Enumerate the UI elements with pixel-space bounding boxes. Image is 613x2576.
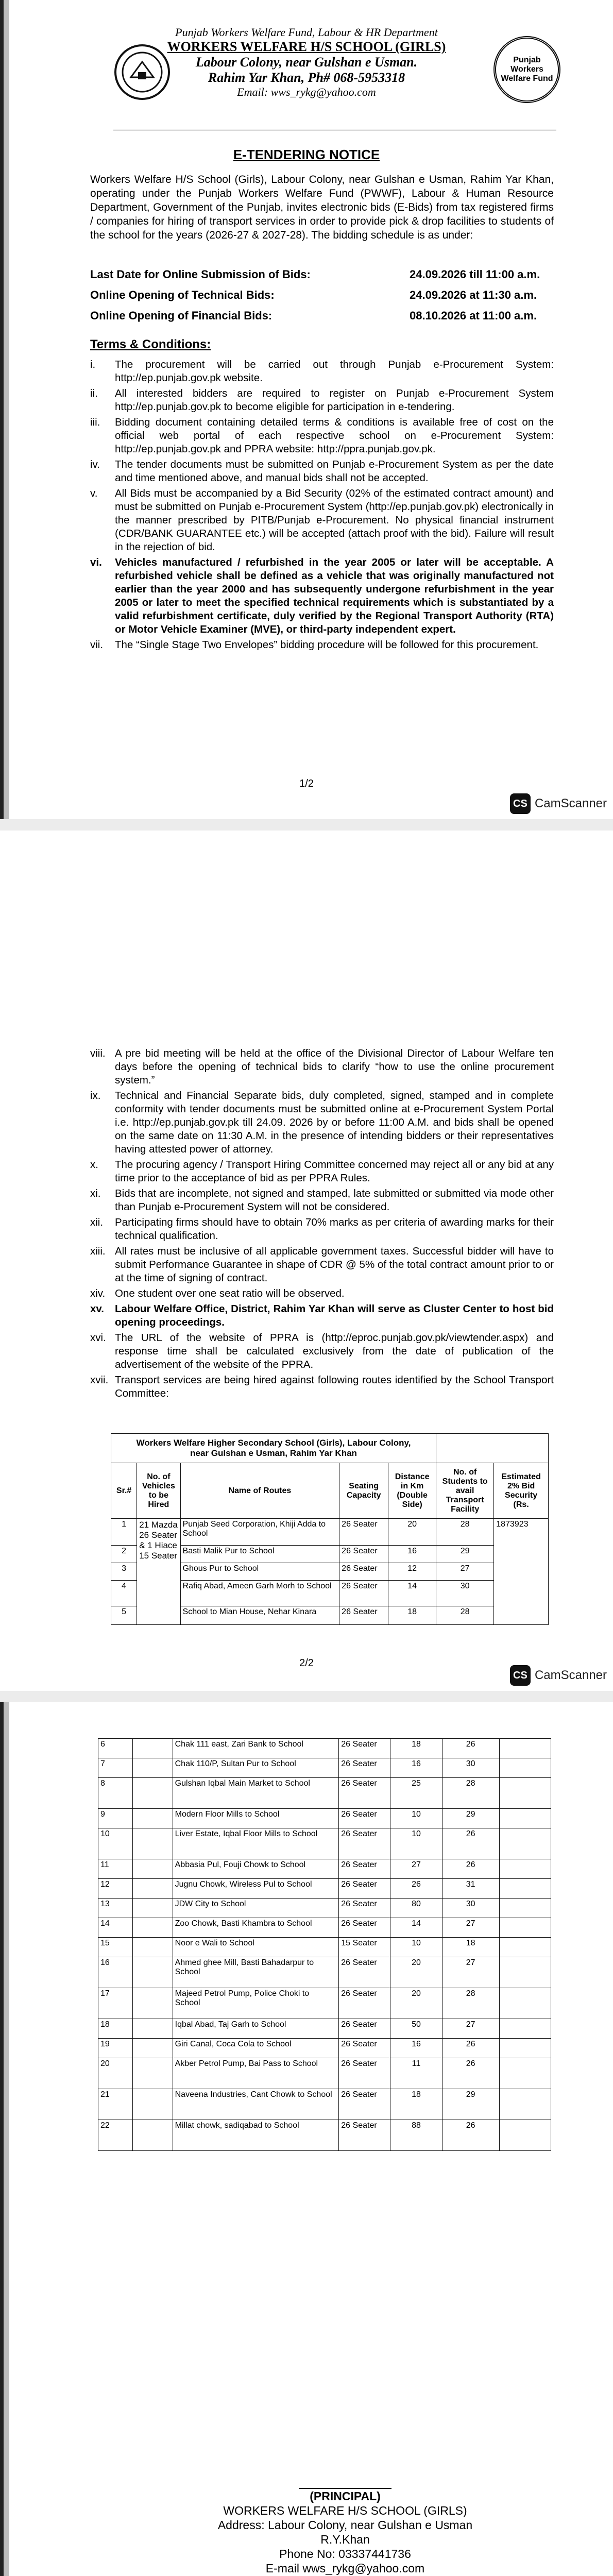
cell-sr: 13 (98, 1899, 133, 1918)
cell-sr: 9 (98, 1809, 133, 1828)
scan-edge (0, 0, 9, 819)
cell-distance: 12 (388, 1563, 436, 1581)
signature-email: E-mail wws_rykg@yahoo.com (265, 2562, 425, 2575)
term-text: The procuring agency / Transport Hiring Committee concerned may reject all or any bid at any time prior to the acceptance of bid as per PPRA Rules. (115, 1159, 554, 1184)
cell-sr: 14 (98, 1918, 133, 1938)
cell-bid-security-empty (499, 1739, 551, 1758)
term-number: viii. (90, 1047, 106, 1059)
term-number: vii. (90, 639, 104, 651)
term-item (90, 458, 554, 485)
table-body (98, 1739, 551, 2151)
term-item (90, 1216, 554, 1243)
term-item (90, 1245, 554, 1285)
camscanner-logo: CS (510, 1665, 531, 1686)
cell-students: 30 (436, 1581, 494, 1606)
cell-route: Basti Malik Pur to School (180, 1546, 339, 1563)
table-row (98, 1899, 551, 1918)
cell-vehicles-empty (132, 2089, 173, 2120)
schedule-label: Online Opening of Financial Bids: (90, 309, 273, 322)
schedule-label: Last Date for Online Submission of Bids: (90, 268, 311, 281)
cell-students: 27 (442, 2019, 499, 2039)
schedule-value: 24.09.2026 at 11:30 a.m. (410, 289, 537, 301)
cell-students: 18 (442, 1938, 499, 1957)
term-number: xi. (90, 1188, 101, 1199)
cell-seating: 26 Seater (339, 1957, 390, 1988)
cell-vehicles-empty (132, 2120, 173, 2151)
cell-seating: 26 Seater (339, 1809, 390, 1828)
term-text: The procurement will be carried out through Punjab e-Procurement System: http://ep.punjab.gov.pk website. (115, 359, 554, 384)
cell-students: 27 (436, 1563, 494, 1581)
cell-seating: 26 Seater (339, 1778, 390, 1809)
cell-distance: 80 (390, 1899, 442, 1918)
term-number: xv. (90, 1303, 104, 1315)
letterhead-address: Labour Colony, near Gulshan e Usman. (195, 55, 418, 70)
cell-distance: 18 (390, 2089, 442, 2120)
term-text: A pre bid meeting will be held at the office of the Divisional Director of Labour Welfare ten days before the opening of technical bids to clarify “how to use the online procurement system.” (115, 1047, 554, 1086)
term-item (90, 1047, 554, 1087)
cell-vehicles-empty (132, 1778, 173, 1809)
cell-route: Abbasia Pul, Fouji Chowk to School (173, 1859, 339, 1879)
cell-route: Majeed Petrol Pump, Police Choki to School (173, 1988, 339, 2019)
cell-distance: 16 (388, 1546, 436, 1563)
routes-table-continued (98, 1738, 551, 2151)
cell-distance: 14 (390, 1918, 442, 1938)
cell-students: 26 (442, 1828, 499, 1859)
term-number: xiii. (90, 1245, 106, 1257)
table-row (98, 2089, 551, 2120)
table-row (98, 1988, 551, 2019)
term-item (90, 1331, 554, 1371)
term-text: All rates must be inclusive of all applicable government taxes. Successful bidder will have to submit Performance Guarantee in shape of CDR @ 5% of the total contract amount prior to or at the time of signing of contract. (115, 1245, 554, 1284)
cell-route: Jugnu Chowk, Wireless Pul to School (173, 1879, 339, 1899)
cell-route: Gulshan Iqbal Main Market to School (173, 1778, 339, 1809)
schedule-label: Online Opening of Technical Bids: (90, 289, 275, 301)
term-number: xiv. (90, 1287, 106, 1299)
cell-route: JDW City to School (173, 1899, 339, 1918)
term-item (90, 1158, 554, 1185)
cell-seating: 26 Seater (339, 1581, 388, 1606)
table-row (98, 1938, 551, 1957)
cell-seating: 26 Seater (339, 1899, 390, 1918)
term-item (90, 416, 554, 456)
term-item (90, 487, 554, 554)
term-text: Technical and Financial Separate bids, duly completed, signed, stamped and in complete conformity with tender documents must be submitted online at e-Procurement System Portal i.e. http://ep.punjab.gov.pk till 24.09. 2026 by or before 11:00 A.M. and bids shall be opened on the same date on 11:30 A.M. in the presence of intending bidders or their representatives having attested power of attorney. (115, 1090, 554, 1155)
table-row (98, 1828, 551, 1859)
table-row (98, 1778, 551, 1809)
term-item (90, 1089, 554, 1156)
cell-vehicles: 21 Mazda 26 Seater & 1 Hiace 15 Seater (137, 1519, 180, 1625)
cell-sr: 21 (98, 2089, 133, 2120)
cell-students: 29 (442, 2089, 499, 2120)
cell-bid-security-empty (499, 1758, 551, 1778)
cell-students: 26 (442, 2058, 499, 2089)
cell-students: 31 (442, 1879, 499, 1899)
cell-route: Punjab Seed Corporation, Khiji Adda to School (180, 1519, 339, 1546)
term-number: ix. (90, 1090, 101, 1101)
table-row (98, 2058, 551, 2089)
cell-route: Chak 111 east, Zari Bank to School (173, 1739, 339, 1758)
terms-list (90, 358, 554, 654)
cell-sr: 16 (98, 1957, 133, 1988)
col-header-students: No. of Students to avail Transport Facility (436, 1463, 494, 1519)
cell-students: 30 (442, 1899, 499, 1918)
cell-distance: 20 (390, 1988, 442, 2019)
table-title-row (111, 1434, 549, 1463)
cell-distance: 25 (390, 1778, 442, 1809)
cell-seating: 26 Seater (339, 2019, 390, 2039)
schedule-row (90, 309, 554, 323)
cell-route: Modern Floor Mills to School (173, 1809, 339, 1828)
cell-sr: 11 (98, 1859, 133, 1879)
cell-sr: 4 (111, 1581, 137, 1606)
schedule-row (90, 268, 554, 281)
cell-route: Liver Estate, Iqbal Floor Mills to School (173, 1828, 339, 1859)
cell-seating: 26 Seater (339, 1739, 390, 1758)
cell-students: 27 (442, 1957, 499, 1988)
term-text: All interested bidders are required to register on Punjab e-Procurement System http://ep.punjab.gov.pk to become eligible for participation in e-tendering. (115, 387, 554, 413)
cell-distance: 14 (388, 1581, 436, 1606)
letterhead-email: Email: wws_rykg@yahoo.com (237, 86, 376, 98)
col-header-sr: Sr.# (111, 1463, 137, 1519)
term-number: v. (90, 487, 98, 499)
cell-seating: 26 Seater (339, 1828, 390, 1859)
term-text: Transport services are being hired against following routes identified by the School Transport Committee: (115, 1374, 554, 1399)
cell-sr: 18 (98, 2019, 133, 2039)
cell-bid-security: 1873923 (494, 1519, 549, 1625)
document-page-3 (0, 1702, 613, 2576)
document-page-2 (0, 831, 613, 1691)
letterhead-school-name: WORKERS WELFARE H/S SCHOOL (GIRLS) (167, 39, 446, 54)
cell-vehicles-empty (132, 1918, 173, 1938)
term-item (90, 1287, 554, 1300)
cell-distance: 10 (390, 1938, 442, 1957)
letterhead (129, 26, 484, 99)
cell-route: Zoo Chowk, Basti Khambra to School (173, 1918, 339, 1938)
cell-vehicles-empty (132, 1828, 173, 1859)
cell-distance: 20 (388, 1519, 436, 1546)
schedule-value: 24.09.2026 till 11:00 a.m. (410, 268, 540, 281)
term-text: Participating firms should have to obtain 70% marks as per criteria of awarding marks for their technical qualification. (115, 1216, 554, 1242)
cell-distance: 18 (388, 1606, 436, 1625)
term-number: vi. (90, 556, 102, 568)
term-number: xii. (90, 1216, 104, 1228)
signature-phone: Phone No: 03337441736 (279, 2547, 411, 2561)
term-item (90, 1302, 554, 1329)
terms-list-continued (90, 1047, 554, 1402)
cell-sr: 6 (98, 1739, 133, 1758)
cell-sr: 22 (98, 2120, 133, 2151)
cell-bid-security-empty (499, 2089, 551, 2120)
cell-sr: 3 (111, 1563, 137, 1581)
scan-edge (0, 1702, 9, 2576)
cell-bid-security-empty (499, 1899, 551, 1918)
term-text: Bidding document containing detailed terms & conditions is available free of cost on the official web portal of each respective school on e-Procurement System: http://ep.punjab.gov.pk and PPRA website: http://ppra.punjab.gov.pk. (115, 416, 554, 455)
letterhead-divider (113, 129, 556, 130)
term-number: iii. (90, 416, 100, 428)
term-text: The “Single Stage Two Envelopes” bidding procedure will be followed for this procurement. (115, 639, 539, 651)
cell-sr: 10 (98, 1828, 133, 1859)
cell-distance: 16 (390, 1758, 442, 1778)
cell-vehicles-empty (132, 1957, 173, 1988)
signature-school: WORKERS WELFARE H/S SCHOOL (GIRLS) (223, 2504, 467, 2517)
table-title: Workers Welfare Higher Secondary School (Girls), Labour Colony, near Gulshan e Usman, Rahim Yar Khan (111, 1434, 436, 1463)
signature-block (201, 2488, 489, 2575)
cell-sr: 12 (98, 1879, 133, 1899)
camscanner-label: CamScanner (534, 796, 607, 810)
cell-bid-security-empty (499, 1828, 551, 1859)
cell-seating: 26 Seater (339, 2058, 390, 2089)
cell-vehicles-empty (132, 2039, 173, 2058)
table-row (98, 1879, 551, 1899)
cell-vehicles-empty (132, 1758, 173, 1778)
letterhead-phone: Rahim Yar Khan, Ph# 068-5953318 (208, 70, 405, 85)
cell-seating: 26 Seater (339, 2120, 390, 2151)
term-text: Bids that are incomplete, not signed and stamped, late submitted or submitted via mode other than Punjab e-Procurement System will not be considered. (115, 1188, 554, 1213)
term-item (90, 358, 554, 385)
cell-route: Millat chowk, sadiqabad to School (173, 2120, 339, 2151)
page-number: 1/2 (299, 778, 314, 789)
cell-distance: 88 (390, 2120, 442, 2151)
term-number: iv. (90, 459, 100, 470)
cell-vehicles-empty (132, 1809, 173, 1828)
table-header-row (111, 1463, 549, 1519)
cell-bid-security-empty (499, 2120, 551, 2151)
camscanner-logo: CS (510, 793, 531, 814)
term-text: Vehicles manufactured / refurbished in the year 2005 or later will be acceptable. A refurbished vehicle shall be defined as a vehicle that was originally manufactured not earlier than the year 2000 and has subsequently undergone refurbishment in the year 2005 or later to meet the specified technical requirements which is substantiated by a valid refurbishment certificate, duly verified by the Regional Transport Authority (RTA) or Motor Vehicle Examiner (MVE), or third-party independent expert. (115, 556, 554, 635)
term-item (90, 1187, 554, 1214)
cell-students: 28 (436, 1519, 494, 1546)
table-row (98, 2019, 551, 2039)
cell-distance: 16 (390, 2039, 442, 2058)
table-row (98, 1918, 551, 1938)
cell-vehicles-empty (132, 2058, 173, 2089)
term-text: The tender documents must be submitted on Punjab e-Procurement System as per the date and time mentioned above, and manual bids shall not be accepted. (115, 459, 554, 484)
cell-students: 27 (442, 1918, 499, 1938)
col-header-bid-security: Estimated 2% Bid Security (Rs. (494, 1463, 549, 1519)
table-row (111, 1519, 549, 1546)
cell-seating: 26 Seater (339, 1519, 388, 1546)
cell-seating: 26 Seater (339, 1758, 390, 1778)
terms-heading: Terms & Conditions: (90, 337, 211, 351)
cell-students: 29 (436, 1546, 494, 1563)
term-number: ii. (90, 387, 98, 399)
cell-sr: 7 (98, 1758, 133, 1778)
cell-route: Giri Canal, Coca Cola to School (173, 2039, 339, 2058)
cell-vehicles-empty (132, 1739, 173, 1758)
cell-route: Rafiq Abad, Ameen Garh Morh to School (180, 1581, 339, 1606)
cell-distance: 11 (390, 2058, 442, 2089)
term-item (90, 638, 554, 652)
table-title-blank (436, 1434, 549, 1463)
cell-route: Naveena Industries, Cant Chowk to School (173, 2089, 339, 2120)
table-row (98, 1758, 551, 1778)
cell-vehicles-empty (132, 1879, 173, 1899)
term-number: i. (90, 359, 96, 370)
camscanner-watermark (510, 1665, 607, 1686)
table-row (98, 1809, 551, 1828)
cell-bid-security-empty (499, 1957, 551, 1988)
camscanner-label: CamScanner (534, 1668, 607, 1682)
cell-vehicles-empty (132, 1859, 173, 1879)
term-item (90, 1374, 554, 1400)
cell-seating: 26 Seater (339, 2039, 390, 2058)
cell-bid-security-empty (499, 1918, 551, 1938)
cell-bid-security-empty (499, 1778, 551, 1809)
cell-bid-security-empty (499, 1879, 551, 1899)
term-text: The URL of the website of PPRA is (http://eproc.punjab.gov.pk/viewtender.aspx) and response time shall be calculated exclusively from the date of publication of the advertisement of the website of the PPRA. (115, 1332, 554, 1370)
term-item (90, 556, 554, 636)
schedule-value: 08.10.2026 at 11:00 a.m. (410, 309, 537, 322)
cell-students: 28 (436, 1606, 494, 1625)
bidding-schedule (90, 268, 554, 323)
camscanner-watermark (510, 793, 607, 814)
cell-route: Akber Petrol Pump, Bai Pass to School (173, 2058, 339, 2089)
intro-paragraph: Workers Welfare H/S School (Girls), Labour Colony, near Gulshan e Usman, Rahim Yar Khan, operating under the Punjab Workers Welfare Fund (PWWF), Labour & Human Resource Department, Government of the Punjab, invites electronic bids (E-Bids) from tax registered firms / companies for hiring of transport services in order to provide pick & drop facilities to students of the school for the years (2026-27 & 2027-28). The bidding schedule is as under: (90, 174, 554, 241)
term-text: One student over one seat ratio will be observed. (115, 1287, 345, 1299)
notice-title: E-TENDERING NOTICE (233, 147, 380, 162)
cell-route: Chak 110/P, Sultan Pur to School (173, 1758, 339, 1778)
cell-route: School to Mian House, Nehar Kinara (180, 1606, 339, 1625)
term-number: x. (90, 1159, 98, 1171)
table-row (98, 2120, 551, 2151)
cell-distance: 26 (390, 1879, 442, 1899)
cell-route: Ahmed ghee Mill, Basti Bahadarpur to School (173, 1957, 339, 1988)
document-page-1 (0, 0, 613, 819)
col-header-route: Name of Routes (180, 1463, 339, 1519)
cell-sr: 20 (98, 2058, 133, 2089)
cell-students: 26 (442, 1859, 499, 1879)
table-row (98, 1859, 551, 1879)
cell-vehicles-empty (132, 2019, 173, 2039)
cell-sr: 19 (98, 2039, 133, 2058)
cell-students: 30 (442, 1758, 499, 1778)
term-text: Labour Welfare Office, District, Rahim Yar Khan will serve as Cluster Center to host bid opening proceedings. (115, 1303, 554, 1328)
signature-address: Address: Labour Colony, near Gulshan e Usman R.Y.Khan (217, 2518, 473, 2546)
cell-vehicles-empty (132, 1988, 173, 2019)
cell-seating: 26 Seater (339, 1606, 388, 1625)
cell-seating: 26 Seater (339, 1988, 390, 2019)
cell-seating: 26 Seater (339, 1879, 390, 1899)
pwwf-logo-text: Punjab Workers Welfare Fund (501, 56, 553, 83)
cell-seating: 15 Seater (339, 1938, 390, 1957)
pwwf-logo-right (493, 36, 560, 103)
cell-sr: 1 (111, 1519, 137, 1546)
cell-seating: 26 Seater (339, 2089, 390, 2120)
cell-route: Iqbal Abad, Taj Garh to School (173, 2019, 339, 2039)
cell-students: 26 (442, 2039, 499, 2058)
term-number: xvii. (90, 1374, 109, 1386)
page-number: 2/2 (299, 1657, 314, 1669)
cell-distance: 50 (390, 2019, 442, 2039)
signature-title: (PRINCIPAL) (299, 2488, 391, 2503)
schedule-row (90, 289, 554, 302)
cell-distance: 27 (390, 1859, 442, 1879)
cell-students: 26 (442, 2120, 499, 2151)
cell-bid-security-empty (499, 2019, 551, 2039)
cell-bid-security-empty (499, 1809, 551, 1828)
cell-seating: 26 Seater (339, 1918, 390, 1938)
col-header-distance: Distance in Km (Double Side) (388, 1463, 436, 1519)
cell-sr: 15 (98, 1938, 133, 1957)
cell-bid-security-empty (499, 1988, 551, 2019)
cell-bid-security-empty (499, 1859, 551, 1879)
cell-students: 28 (442, 1988, 499, 2019)
cell-vehicles-empty (132, 1938, 173, 1957)
cell-seating: 26 Seater (339, 1563, 388, 1581)
cell-route: Ghous Pur to School (180, 1563, 339, 1581)
cell-route: Noor e Wali to School (173, 1938, 339, 1957)
cell-students: 26 (442, 1739, 499, 1758)
cell-seating: 26 Seater (339, 1859, 390, 1879)
cell-bid-security-empty (499, 1938, 551, 1957)
cell-bid-security-empty (499, 2058, 551, 2089)
table-row (98, 1957, 551, 1988)
routes-table (111, 1433, 549, 1625)
cell-sr: 5 (111, 1606, 137, 1625)
cell-distance: 10 (390, 1809, 442, 1828)
cell-sr: 2 (111, 1546, 137, 1563)
cell-students: 28 (442, 1778, 499, 1809)
letterhead-line1: Punjab Workers Welfare Fund, Labour & HR Department (175, 26, 438, 39)
term-item (90, 387, 554, 414)
table-row (98, 1739, 551, 1758)
col-header-vehicles: No. of Vehicles to be Hired (137, 1463, 180, 1519)
table-row (98, 2039, 551, 2058)
cell-distance: 18 (390, 1739, 442, 1758)
cell-sr: 8 (98, 1778, 133, 1809)
cell-vehicles-empty (132, 1899, 173, 1918)
col-header-seating: Seating Capacity (339, 1463, 388, 1519)
cell-bid-security-empty (499, 2039, 551, 2058)
cell-sr: 17 (98, 1988, 133, 2019)
cell-seating: 26 Seater (339, 1546, 388, 1563)
term-number: xvi. (90, 1332, 106, 1344)
cell-distance: 20 (390, 1957, 442, 1988)
cell-distance: 10 (390, 1828, 442, 1859)
cell-students: 29 (442, 1809, 499, 1828)
term-text: All Bids must be accompanied by a Bid Security (02% of the estimated contract amount) and must be submitted on Punjab e-Procurement System (http://ep.punjab.gov.pk) electronically in the manner prescribed by PITB/Punjab e-Procurement. No physical financial instrument (CDR/BANK GUARANTEE etc.) will be accepted (attach proof with the bid). Failure will result in the rejection of bid. (115, 487, 554, 553)
